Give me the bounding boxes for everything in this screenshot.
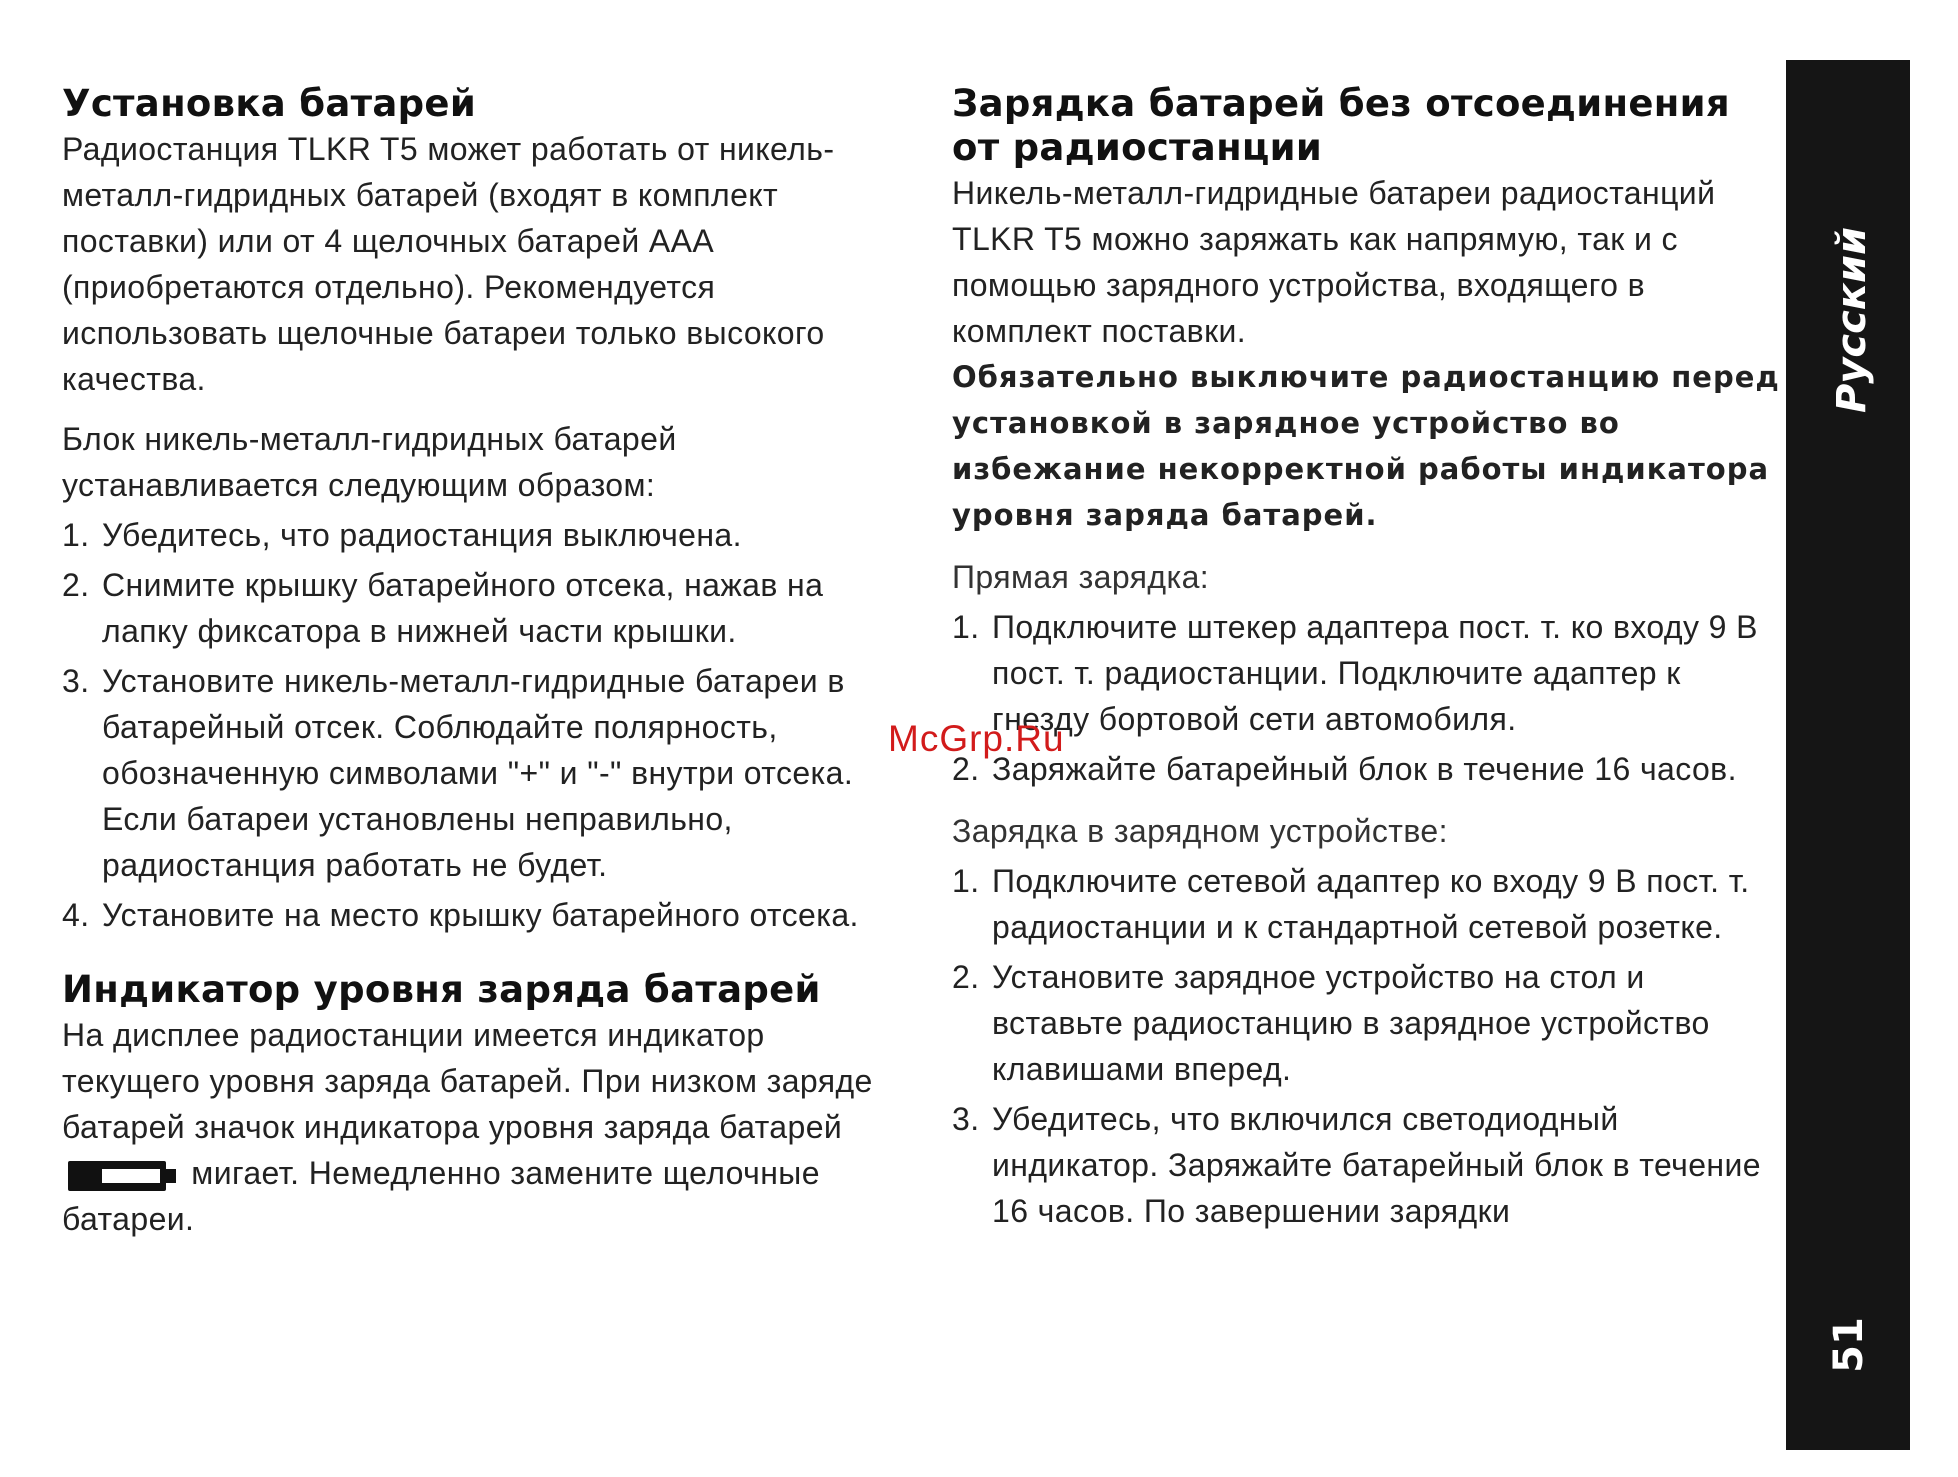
- step-text: Установите на место крышку батарейного отсека.: [102, 897, 859, 933]
- right-column: [952, 82, 1782, 1238]
- heading-charge-indicator: Индикатор уровня заряда батарей: [62, 968, 821, 1011]
- step-number: 1.: [952, 863, 980, 899]
- list-item: [952, 954, 1782, 1092]
- step-text: Заряжайте батарейный блок в течение 16 часов.: [992, 751, 1737, 787]
- language-side-tab: [1786, 60, 1910, 1450]
- list-item: [62, 562, 892, 654]
- charge-indicator-text: [62, 1012, 892, 1242]
- step-number: 4.: [62, 897, 90, 933]
- direct-steps-list: [952, 604, 1782, 792]
- step-text: Убедитесь, что радиостанция выключена.: [102, 517, 742, 553]
- list-item: [62, 512, 892, 558]
- step-number: 2.: [952, 959, 980, 995]
- page-number: 51: [1826, 1317, 1873, 1373]
- step-number: 3.: [62, 663, 90, 699]
- heading-battery-install: Установка батарей: [62, 82, 477, 125]
- step-text: Установите никель-металл-гидридные батареи в батарейный отсек. Соблюдайте полярность, обозначенную символами "+" и "-" внутри отсека. Если батареи установлены неправильно, радиостанция работать не будет.: [102, 663, 854, 883]
- step-text: Снимите крышку батарейного отсека, нажав на лапку фиксатора в нижней части крышки.: [102, 567, 824, 649]
- charge-indicator-text-before: На дисплее радиостанции имеется индикатор текущего уровня заряда батарей. При низком заряде батарей значок индикатора уровня заряда батарей: [62, 1017, 873, 1145]
- step-text: Подключите сетевой адаптер ко входу 9 В пост. т. радиостанции и к стандартной сетевой розетке.: [992, 863, 1750, 945]
- charger-charging-label: Зарядка в зарядном устройстве:: [952, 813, 1448, 849]
- step-text: Подключите штекер адаптера пост. т. ко входу 9 В пост. т. радиостанции. Подключите адаптер к гнезду бортовой сети автомобиля.: [992, 609, 1758, 737]
- language-label: Русский: [1829, 226, 1876, 414]
- heading-charging: Зарядка батарей без отсоединения от радиостанции: [952, 82, 1730, 169]
- list-item: [952, 1096, 1782, 1234]
- step-number: 2.: [952, 751, 980, 787]
- charging-intro: Никель-металл-гидридные батареи радиостанций TLKR T5 можно заряжать как напрямую, так и с помощью зарядного устройства, входящего в комплект поставки.: [952, 175, 1716, 349]
- charge-indicator-text-after: мигает. Немедленно замените щелочные батареи.: [62, 1155, 820, 1237]
- list-item: [952, 858, 1782, 950]
- watermark: McGrp.Ru: [888, 718, 1065, 759]
- step-number: 3.: [952, 1101, 980, 1137]
- step-text: Установите зарядное устройство на стол и вставьте радиостанцию в зарядное устройство клавишами вперед.: [992, 959, 1710, 1087]
- battery-install-intro: Радиостанция TLKR T5 может работать от никель-металл-гидридных батарей (входят в комплект поставки) или от 4 щелочных батарей AAA (приобретаются отдельно). Рекомендуется использовать щелочные батареи только высокого качества.: [62, 131, 835, 397]
- charging-warning: Обязательно выключите радиостанцию перед установкой в зарядное устройство во избежание некорректной работы индикатора уровня заряда батарей.: [952, 360, 1780, 532]
- step-text: Убедитесь, что включился светодиодный индикатор. Заряжайте батарейный блок в течение 16 часов. По завершении зарядки: [992, 1101, 1761, 1229]
- step-number: 2.: [62, 567, 90, 603]
- battery-low-icon: [68, 1161, 176, 1191]
- left-column: [62, 82, 892, 1242]
- step-number: 1.: [952, 609, 980, 645]
- direct-charging-label: Прямая зарядка:: [952, 559, 1210, 595]
- charger-steps-list: [952, 858, 1782, 1234]
- list-item: [952, 604, 1782, 742]
- list-item: [62, 892, 892, 938]
- step-number: 1.: [62, 517, 90, 553]
- install-steps-list: [62, 512, 892, 938]
- nimh-install-lead: Блок никель-металл-гидридных батарей устанавливается следующим образом:: [62, 421, 677, 503]
- list-item: [62, 658, 892, 888]
- list-item: [952, 746, 1782, 792]
